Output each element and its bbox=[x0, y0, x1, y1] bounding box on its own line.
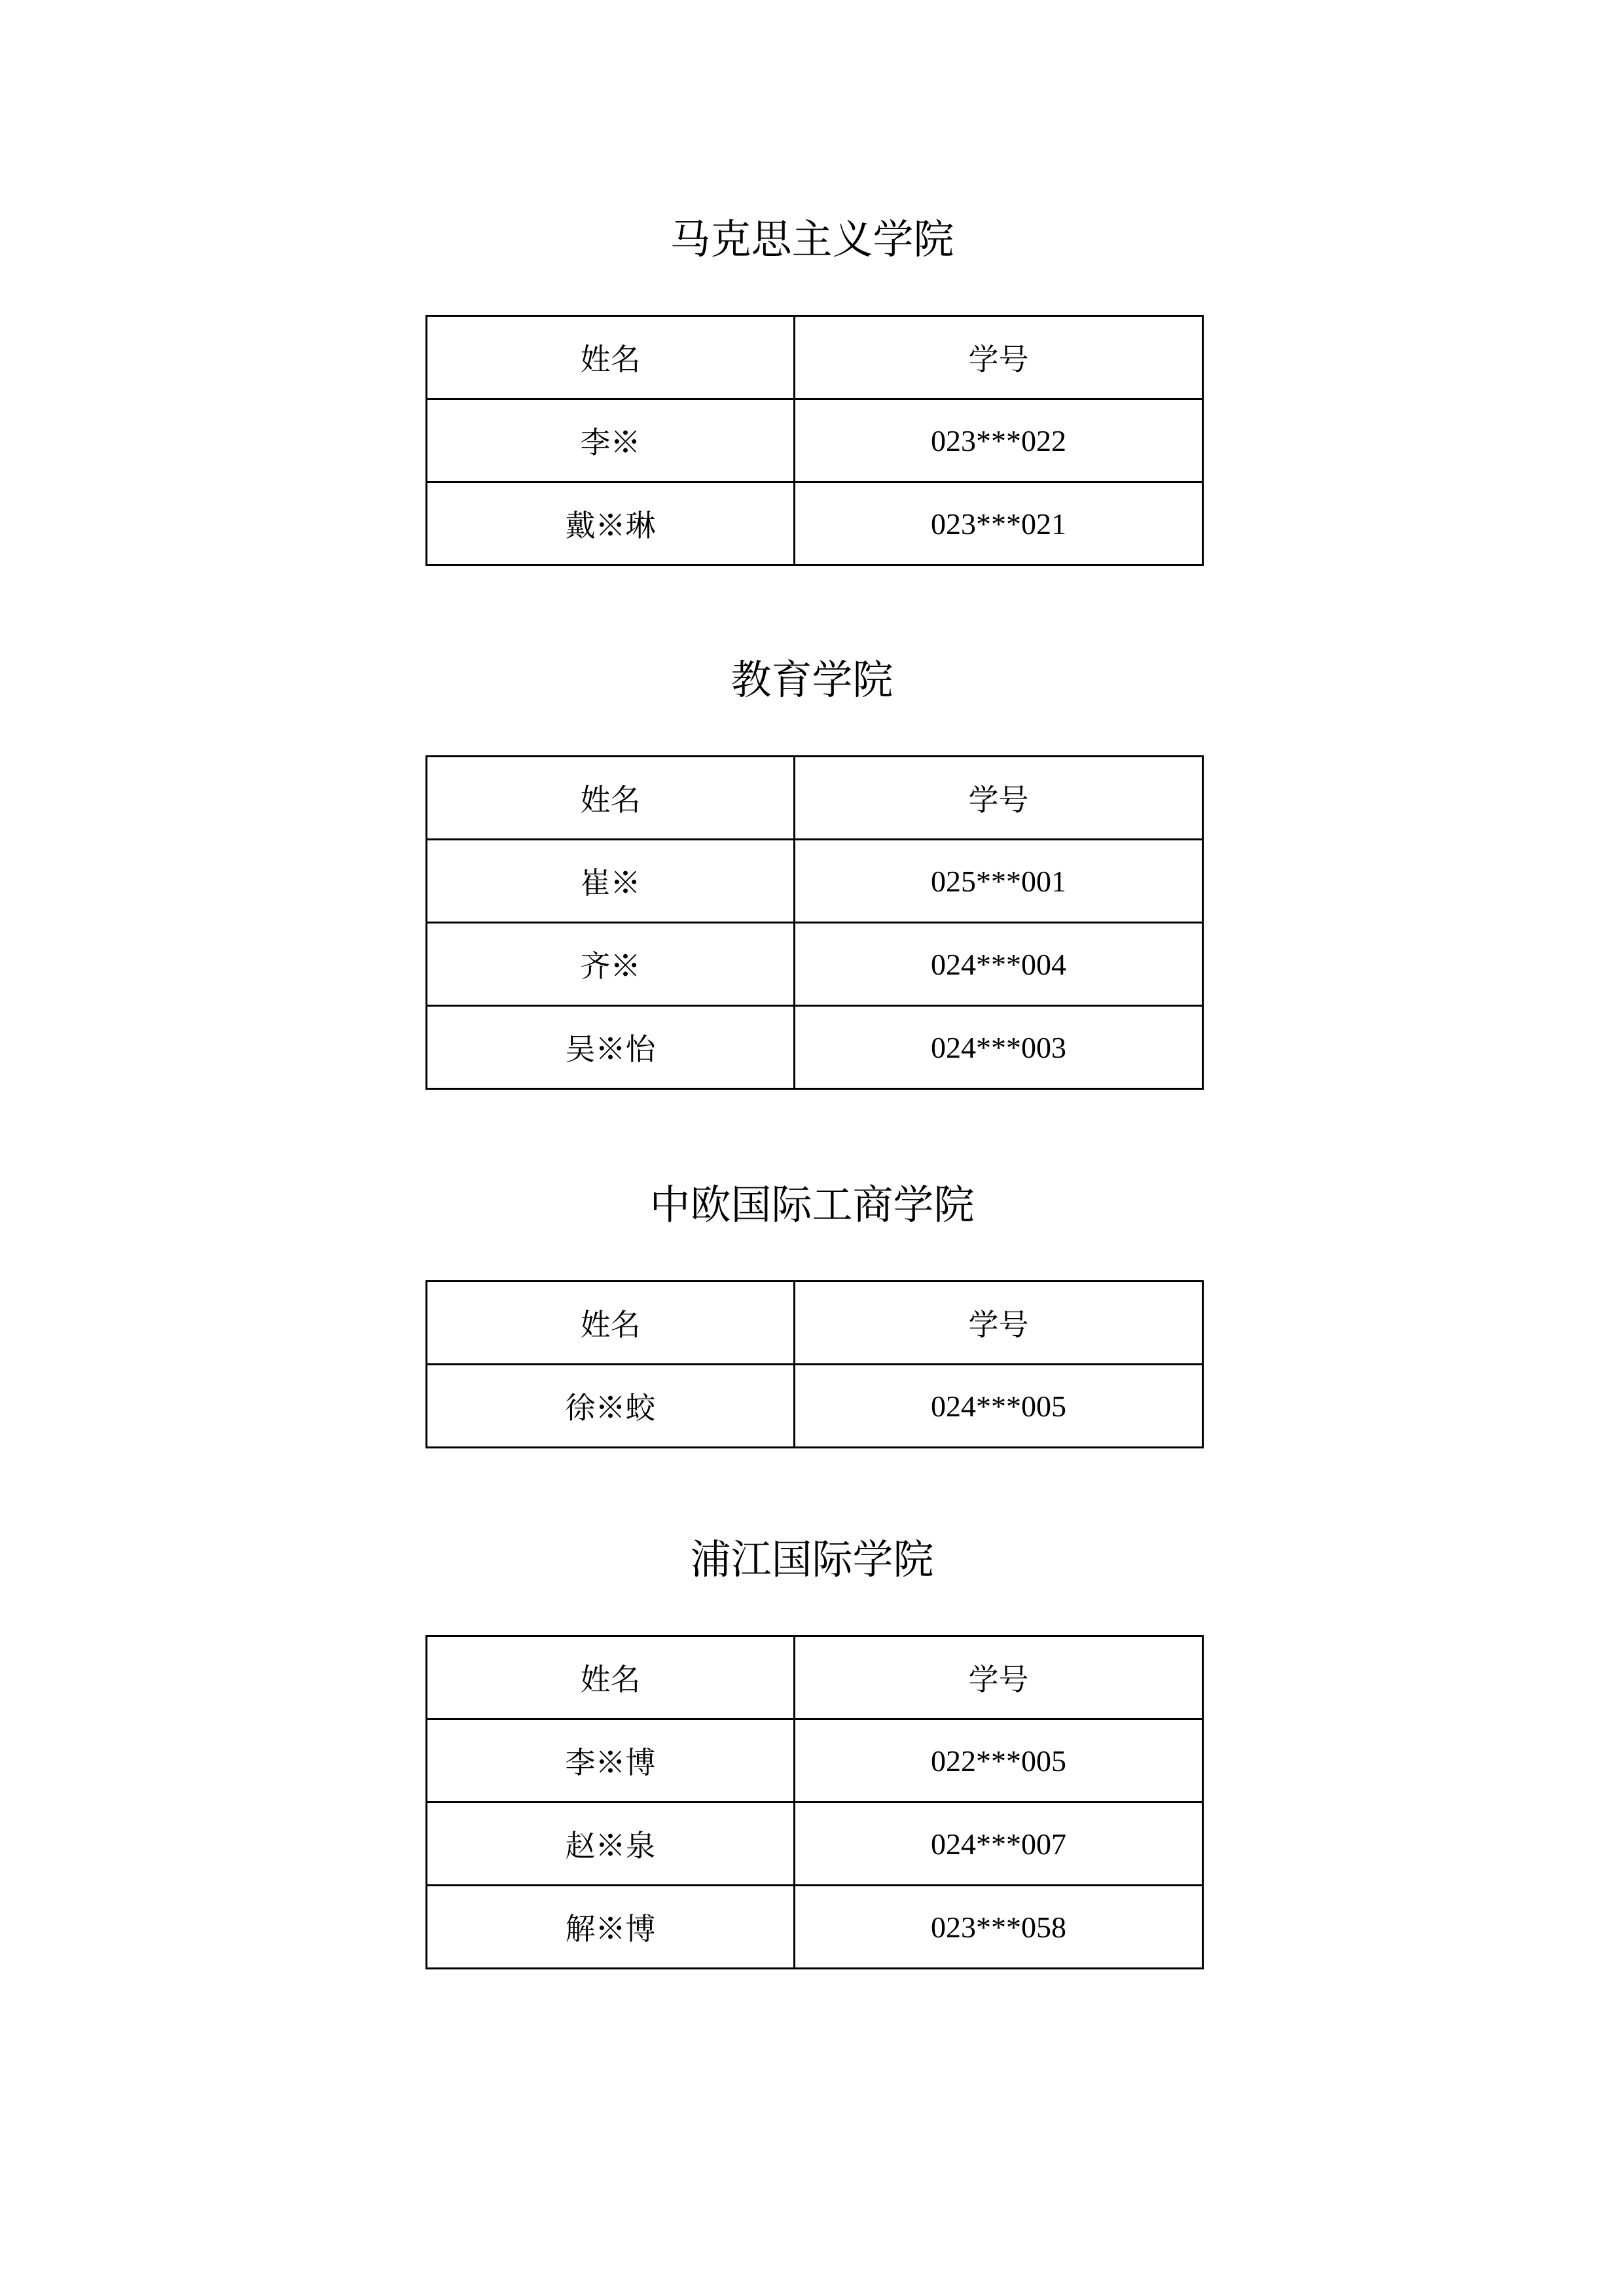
student-id: 023***022 bbox=[795, 399, 1203, 482]
section-title: 马克思主义学院 bbox=[670, 215, 954, 263]
roster-table bbox=[425, 1280, 1204, 1448]
table-row bbox=[427, 840, 1203, 923]
table-row bbox=[427, 1006, 1203, 1089]
student-name: 李※博 bbox=[427, 1719, 795, 1803]
student-name: 徐※蛟 bbox=[427, 1365, 795, 1448]
column-header-name: 姓名 bbox=[427, 316, 795, 399]
student-id: 025***001 bbox=[795, 840, 1203, 923]
table-header-row bbox=[427, 1282, 1203, 1365]
table-header-row bbox=[427, 316, 1203, 399]
table-row bbox=[427, 1803, 1203, 1886]
student-id: 024***003 bbox=[795, 1006, 1203, 1089]
roster-table bbox=[425, 315, 1204, 566]
table-row bbox=[427, 923, 1203, 1006]
student-id: 024***004 bbox=[795, 923, 1203, 1006]
column-header-student-id: 学号 bbox=[795, 316, 1203, 399]
student-name: 齐※ bbox=[427, 923, 795, 1006]
table-row bbox=[427, 1719, 1203, 1803]
student-name: 崔※ bbox=[427, 840, 795, 923]
table-header-row bbox=[427, 757, 1203, 840]
column-header-student-id: 学号 bbox=[795, 1636, 1203, 1719]
student-id: 023***058 bbox=[795, 1886, 1203, 1969]
table-row bbox=[427, 482, 1203, 565]
section-title: 浦江国际学院 bbox=[690, 1535, 934, 1583]
column-header-name: 姓名 bbox=[427, 757, 795, 840]
column-header-name: 姓名 bbox=[427, 1636, 795, 1719]
roster-table bbox=[425, 1635, 1204, 1969]
table-header-row bbox=[427, 1636, 1203, 1719]
table-row bbox=[427, 1365, 1203, 1448]
section-title: 中欧国际工商学院 bbox=[649, 1181, 975, 1229]
student-id: 022***005 bbox=[795, 1719, 1203, 1803]
roster-table bbox=[425, 755, 1204, 1090]
student-name: 戴※琳 bbox=[427, 482, 795, 565]
student-name: 赵※泉 bbox=[427, 1803, 795, 1886]
table-row bbox=[427, 399, 1203, 482]
student-id: 023***021 bbox=[795, 482, 1203, 565]
column-header-name: 姓名 bbox=[427, 1282, 795, 1365]
column-header-student-id: 学号 bbox=[795, 1282, 1203, 1365]
student-id: 024***005 bbox=[795, 1365, 1203, 1448]
student-name: 吴※怡 bbox=[427, 1006, 795, 1089]
student-name: 李※ bbox=[427, 399, 795, 482]
student-id: 024***007 bbox=[795, 1803, 1203, 1886]
section-title: 教育学院 bbox=[731, 656, 893, 704]
table-row bbox=[427, 1886, 1203, 1969]
column-header-student-id: 学号 bbox=[795, 757, 1203, 840]
student-name: 解※博 bbox=[427, 1886, 795, 1969]
